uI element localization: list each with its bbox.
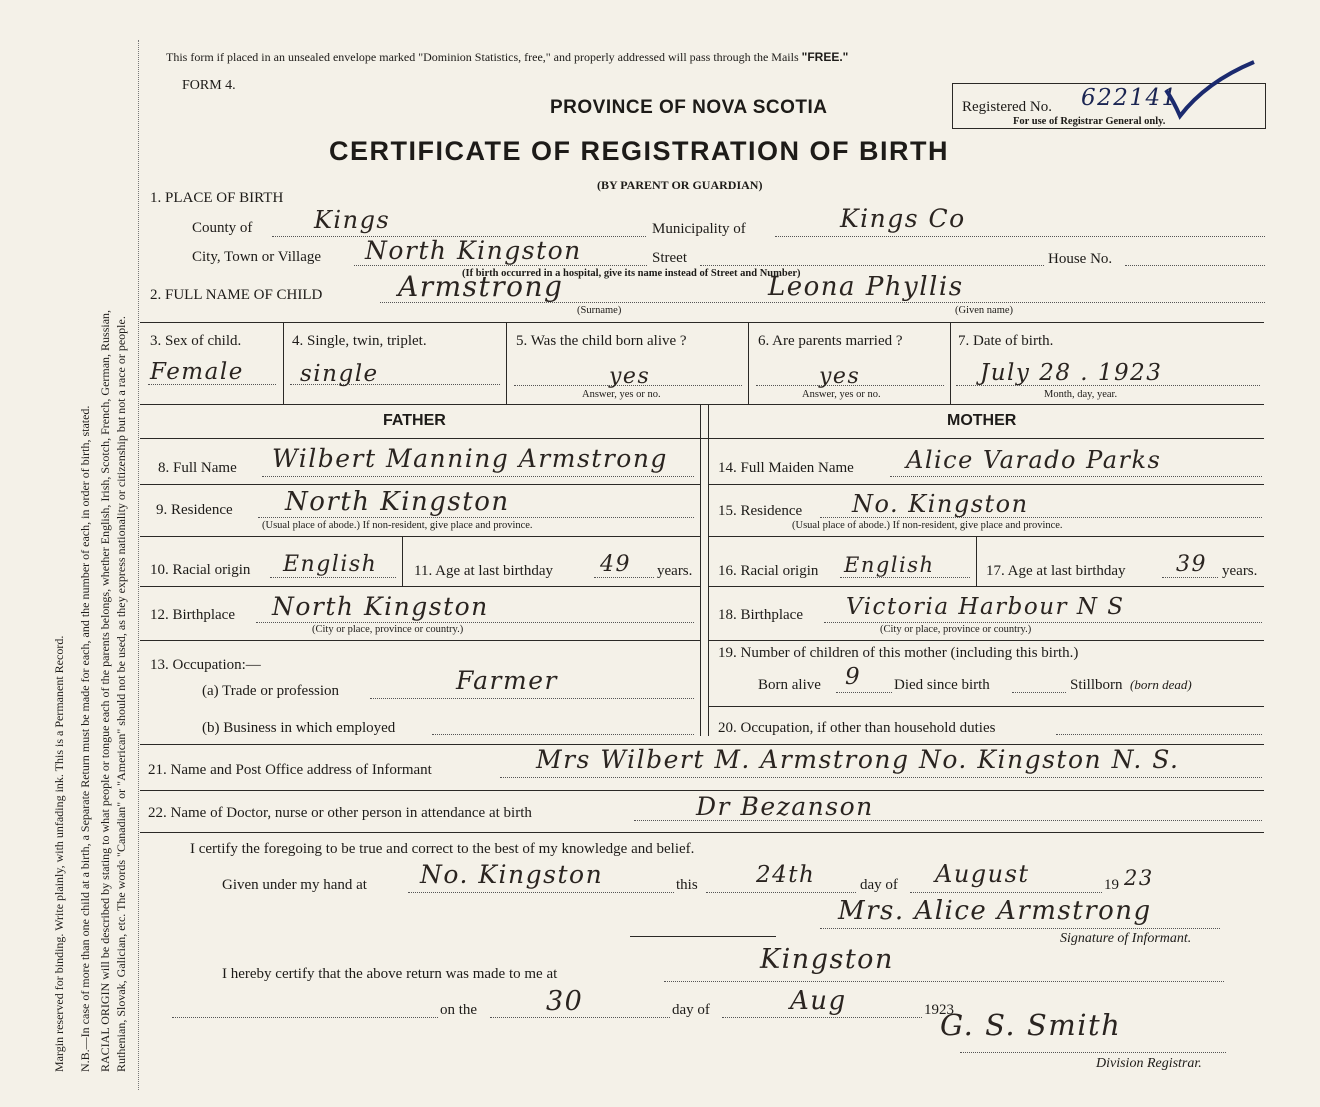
given-day-value: 24th bbox=[756, 862, 816, 888]
mother-birthplace-line bbox=[824, 622, 1262, 623]
father-racial-value: English bbox=[283, 552, 378, 577]
given-name-caption: (Given name) bbox=[955, 305, 1014, 316]
certificate-title: CERTIFICATE OF REGISTRATION OF BIRTH bbox=[329, 136, 949, 166]
stillborn-text: Stillborn bbox=[1070, 677, 1123, 693]
father-racial-label: 10. Racial origin bbox=[150, 562, 251, 578]
father-residence-label: 9. Residence bbox=[156, 502, 233, 518]
mother-residence-label: 15. Residence bbox=[718, 503, 803, 519]
divider bbox=[506, 322, 507, 404]
informant-signature-caption: Signature of Informant. bbox=[1060, 931, 1192, 946]
center-divider bbox=[708, 404, 709, 736]
certificate-subtitle: (BY PARENT OR GUARDIAN) bbox=[597, 178, 763, 192]
divider bbox=[140, 484, 700, 485]
mother-name-line bbox=[890, 476, 1262, 477]
divider bbox=[140, 404, 1264, 405]
divider bbox=[283, 322, 284, 404]
parents-married-label: 6. Are parents married ? bbox=[758, 333, 903, 349]
born-alive-caption: Answer, yes or no. bbox=[582, 389, 661, 400]
registrar-year-value: 1923 bbox=[924, 1002, 954, 1018]
occupation-label: 13. Occupation:— bbox=[150, 657, 261, 673]
child-surname: Armstrong bbox=[398, 270, 564, 303]
informant-line bbox=[500, 777, 1262, 778]
given-month-line bbox=[910, 892, 1102, 893]
born-alive-count-label: Born alive bbox=[758, 677, 821, 693]
father-residence-value: North Kingston bbox=[285, 487, 510, 517]
margin-note-3: RACIAL ORIGIN will be described by stating to what people or tongue each of the parents belongs, whether English, Irish, Scotch, French, German, Russian, bbox=[98, 309, 112, 1072]
business-label: (b) Business in which employed bbox=[202, 720, 396, 736]
year-prefix: 19 bbox=[1104, 877, 1119, 893]
margin-note-4: Ruthenian, Slovak, Galician, etc. The words "Canadian" or "American" should not be used, as they express nationality or citizenship but not a race or people. bbox=[114, 316, 128, 1072]
father-racial-line bbox=[270, 577, 396, 578]
mother-occupation-line bbox=[1056, 734, 1262, 735]
given-month-value: August bbox=[935, 860, 1030, 888]
divider bbox=[140, 536, 700, 537]
born-alive-line bbox=[514, 385, 742, 386]
father-birthplace-label: 12. Birthplace bbox=[150, 607, 235, 623]
registrar-signature: G. S. Smith bbox=[940, 1008, 1122, 1042]
plurality-line bbox=[290, 384, 500, 385]
date-of-birth-caption: Month, day, year. bbox=[1044, 389, 1118, 400]
registrar-place-line bbox=[664, 981, 1224, 982]
father-age-label: 11. Age at last birthday bbox=[414, 563, 553, 579]
father-name-label: 8. Full Name bbox=[158, 460, 237, 476]
child-name-label: 2. FULL NAME OF CHILD bbox=[150, 287, 323, 303]
father-heading: FATHER bbox=[383, 412, 446, 429]
mother-birthplace-caption: (City or place, province or country.) bbox=[880, 624, 1032, 635]
form-number: FORM 4. bbox=[182, 78, 236, 93]
city-value: North Kingston bbox=[365, 236, 582, 265]
father-residence-caption: (Usual place of abode.) If non-resident, give place and province. bbox=[262, 520, 533, 531]
municipality-value: Kings Co bbox=[840, 204, 966, 233]
given-day-line bbox=[706, 892, 856, 893]
parents-married-line bbox=[756, 385, 944, 386]
divider bbox=[140, 832, 1264, 833]
divider bbox=[748, 322, 749, 404]
margin-note-1: Margin reserved for binding. Write plainly, with unfading ink. This is a Permanent Record. bbox=[52, 635, 66, 1072]
province-heading: PROVINCE OF NOVA SCOTIA bbox=[550, 97, 828, 118]
surname-caption: (Surname) bbox=[577, 305, 622, 316]
parents-married-value: yes bbox=[819, 364, 861, 389]
mother-name-label: 14. Full Maiden Name bbox=[718, 460, 854, 476]
born-alive-count-value: 9 bbox=[845, 664, 862, 690]
born-alive-count-line bbox=[836, 692, 892, 693]
municipality-line bbox=[775, 236, 1265, 237]
house-label: House No. bbox=[1048, 251, 1113, 267]
divider bbox=[708, 640, 1264, 641]
trade-value: Farmer bbox=[456, 666, 558, 695]
sex-line bbox=[148, 384, 276, 385]
informant-value: Mrs Wilbert M. Armstrong No. Kingston N. S. bbox=[536, 745, 1180, 774]
father-name-value: Wilbert Manning Armstrong bbox=[272, 444, 668, 473]
father-name-line bbox=[262, 476, 694, 477]
given-place-value: No. Kingston bbox=[420, 860, 604, 889]
mail-notice bbox=[166, 50, 848, 65]
mother-racial-label: 16. Racial origin bbox=[718, 563, 819, 579]
checkmark-icon bbox=[1160, 60, 1260, 120]
died-since-birth-line bbox=[1012, 692, 1066, 693]
father-birthplace-line bbox=[256, 622, 694, 623]
date-of-birth-value: July 28 . 1923 bbox=[980, 360, 1163, 386]
registrar-day-of-label: day of bbox=[672, 1002, 710, 1018]
city-label: City, Town or Village bbox=[192, 249, 322, 265]
county-label: County of bbox=[192, 220, 253, 236]
divider bbox=[708, 586, 1264, 587]
mother-age-value: 39 bbox=[1176, 552, 1207, 577]
born-alive-value: yes bbox=[609, 364, 651, 389]
registrar-lead-line bbox=[172, 1017, 438, 1018]
divider bbox=[140, 790, 1264, 791]
registered-label: Registered No. bbox=[962, 99, 1052, 115]
street-line bbox=[700, 265, 1044, 266]
father-birthplace-value: North Kingston bbox=[272, 592, 489, 621]
margin-note-2: N.B.—In case of more than one child at a birth, a Separate Return must be made for each, and the number of each, in order of birth, stated. bbox=[78, 405, 92, 1072]
divider bbox=[140, 640, 700, 641]
divider bbox=[708, 706, 1264, 707]
mother-racial-line bbox=[840, 577, 970, 578]
place-of-birth-label: 1. PLACE OF BIRTH bbox=[150, 190, 284, 206]
mother-name-value: Alice Varado Parks bbox=[906, 446, 1162, 474]
registrar-statement: I hereby certify that the above return was made to me at bbox=[222, 966, 558, 982]
city-line bbox=[354, 265, 647, 266]
informant-signature-line bbox=[820, 928, 1220, 929]
mother-occupation-label: 20. Occupation, if other than household duties bbox=[718, 720, 996, 736]
doctor-value: Dr Bezanson bbox=[696, 792, 874, 821]
registered-note: For use of Registrar General only. bbox=[1013, 116, 1166, 127]
divider bbox=[402, 536, 403, 586]
sex-value: Female bbox=[150, 359, 244, 385]
house-line bbox=[1125, 265, 1265, 266]
divider bbox=[950, 322, 951, 404]
mother-racial-value: English bbox=[844, 553, 935, 577]
divider bbox=[140, 322, 1264, 323]
date-of-birth-line bbox=[956, 385, 1260, 386]
divider bbox=[708, 484, 1264, 485]
divider bbox=[708, 536, 1264, 537]
certify-statement: I certify the foregoing to be true and correct to the best of my knowledge and belief. bbox=[190, 841, 695, 857]
given-year-value: 23 bbox=[1124, 866, 1154, 890]
mother-heading: MOTHER bbox=[947, 412, 1017, 429]
registrar-signature-caption: Division Registrar. bbox=[1096, 1056, 1202, 1071]
divider bbox=[976, 536, 977, 586]
mail-notice-free: "FREE." bbox=[801, 50, 849, 64]
parents-married-caption: Answer, yes or no. bbox=[802, 389, 881, 400]
stillborn-label bbox=[1070, 677, 1192, 694]
mother-birthplace-label: 18. Birthplace bbox=[718, 607, 803, 623]
trade-line bbox=[370, 698, 694, 699]
registrar-day-value: 30 bbox=[546, 986, 584, 1017]
date-of-birth-label: 7. Date of birth. bbox=[958, 333, 1054, 349]
plurality-value: single bbox=[300, 361, 379, 387]
father-residence-line bbox=[258, 517, 694, 518]
registrar-month-value: Aug bbox=[790, 986, 847, 1016]
mother-birthplace-value: Victoria Harbour N S bbox=[846, 594, 1125, 620]
child-given-name: Leona Phyllis bbox=[768, 272, 964, 302]
stillborn-note: (born dead) bbox=[1130, 677, 1192, 692]
given-under-label: Given under my hand at bbox=[222, 877, 367, 893]
father-years: years. bbox=[657, 563, 693, 579]
registrar-signature-line bbox=[960, 1052, 1226, 1053]
county-value: Kings bbox=[314, 206, 391, 234]
born-alive-label: 5. Was the child born alive ? bbox=[516, 333, 687, 349]
registrar-day-line bbox=[490, 1017, 670, 1018]
died-since-birth-label: Died since birth bbox=[894, 677, 990, 693]
children-count-label: 19. Number of children of this mother (including this birth.) bbox=[718, 645, 1079, 661]
doctor-label: 22. Name of Doctor, nurse or other person in attendance at birth bbox=[148, 805, 532, 821]
registrar-place-value: Kingston bbox=[760, 944, 894, 975]
this-label: this bbox=[676, 877, 698, 893]
separator-rule bbox=[630, 936, 776, 937]
mother-age-label: 17. Age at last birthday bbox=[986, 563, 1126, 579]
mother-residence-caption: (Usual place of abode.) If non-resident, give place and province. bbox=[792, 520, 1063, 531]
day-of-label: day of bbox=[860, 877, 898, 893]
informant-label: 21. Name and Post Office address of Informant bbox=[148, 762, 432, 778]
on-the-label: on the bbox=[440, 1002, 478, 1018]
registrar-month-line bbox=[722, 1017, 922, 1018]
divider bbox=[140, 438, 1264, 439]
divider bbox=[140, 586, 700, 587]
mail-notice-text: This form if placed in an unsealed envelope marked "Dominion Statistics, free," and properly addressed will pass through the Mails bbox=[166, 50, 802, 64]
mother-residence-value: No. Kingston bbox=[852, 490, 1029, 518]
hospital-note: (If birth occurred in a hospital, give its name instead of Street and Number) bbox=[462, 268, 801, 279]
binding-line bbox=[138, 40, 139, 1090]
informant-signature: Mrs. Alice Armstrong bbox=[838, 896, 1152, 926]
center-divider bbox=[700, 404, 701, 736]
plurality-label: 4. Single, twin, triplet. bbox=[292, 333, 427, 349]
binding-margin bbox=[0, 0, 140, 1107]
mother-age-line bbox=[1162, 577, 1218, 578]
sex-label: 3. Sex of child. bbox=[150, 333, 242, 349]
trade-label: (a) Trade or profession bbox=[202, 683, 340, 699]
business-line bbox=[432, 734, 694, 735]
given-place-line bbox=[408, 892, 674, 893]
mother-years: years. bbox=[1222, 563, 1258, 579]
registered-number: 622141 bbox=[1081, 85, 1178, 111]
municipality-label: Municipality of bbox=[652, 221, 746, 237]
street-label: Street bbox=[652, 250, 687, 266]
father-age-value: 49 bbox=[600, 552, 631, 577]
father-birthplace-caption: (City or place, province or country.) bbox=[312, 624, 464, 635]
father-age-line bbox=[594, 577, 654, 578]
